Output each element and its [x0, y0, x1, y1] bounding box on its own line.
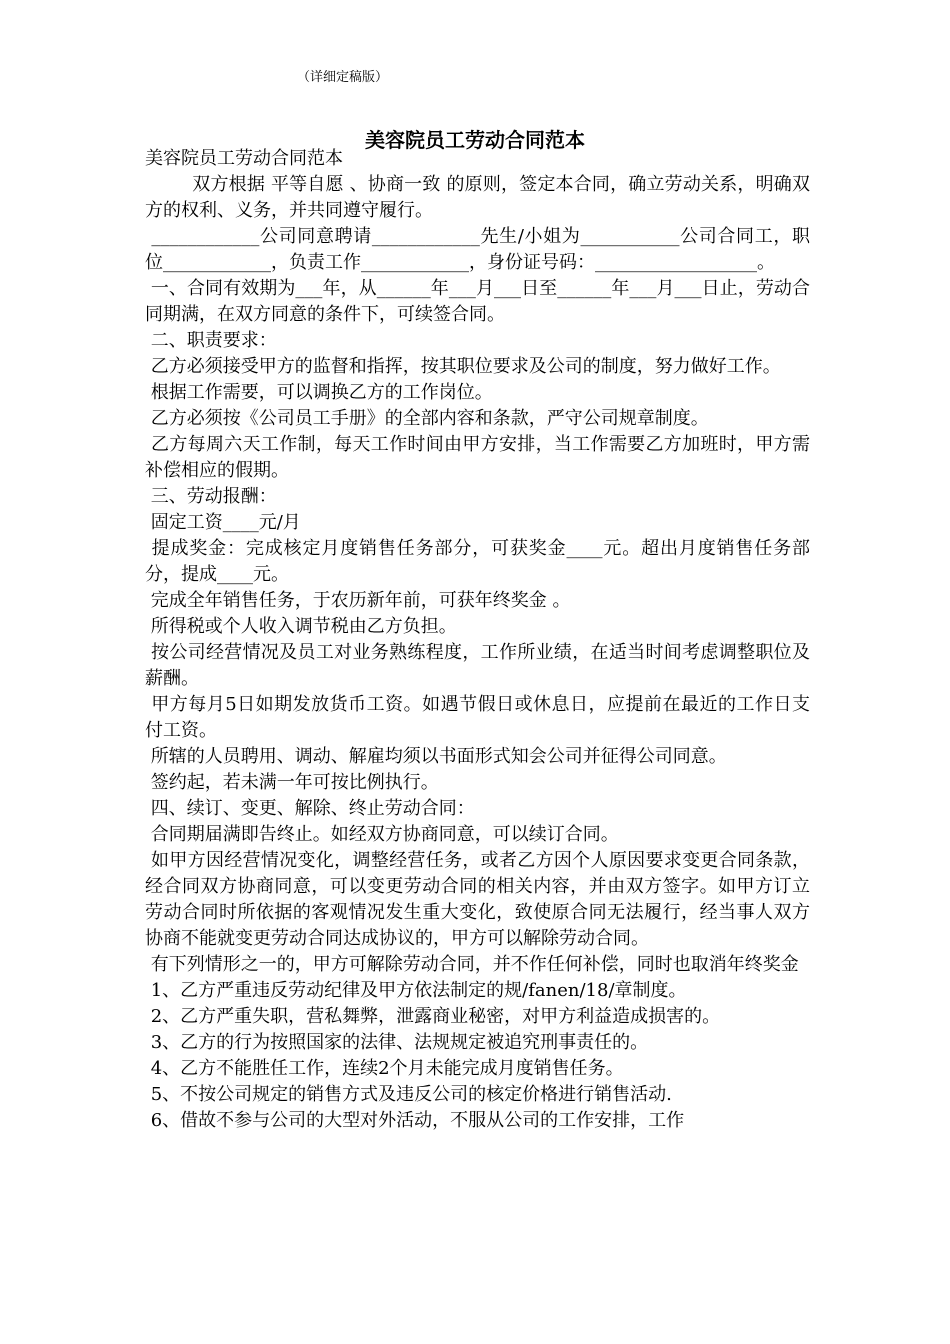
paragraph-hiring-blanks: ____________公司同意聘请____________先生/小姐为___________公司合同工，职位____________，负责工作____________，身份证号码：__________________。	[145, 226, 810, 273]
paragraph: 有下列情形之一的，甲方可解除劳动合同，并不作任何补偿，同时也取消年终奖金	[145, 954, 799, 975]
list-item: 4、乙方不能胜任工作，连续2个月未能完成月度销售任务。	[145, 1058, 624, 1079]
paragraph-intro: 双方根据 平等自愿 、协商一致 的原则，签定本合同，确立劳动关系，明确双方的权利、义务，并共同遵守履行。	[145, 174, 810, 221]
paragraph: 完成全年销售任务，于农历新年前，可获年终奖金 。	[145, 590, 571, 611]
paragraph: 乙方必须接受甲方的监督和指挥，按其职位要求及公司的制度，努力做好工作。	[145, 356, 781, 377]
paragraph: 所辖的人员聘用、调动、解雇均须以书面形式知会公司并征得公司同意。	[145, 746, 727, 767]
paragraph: 根据工作需要，可以调换乙方的工作岗位。	[145, 382, 493, 403]
paragraph-term: 一、合同有效期为___年，从______年___月___日至______年___月___日止，劳动合同期满，在双方同意的条件下，可续签合同。	[145, 278, 811, 325]
list-item: 1、乙方严重违反劳动纪律及甲方依法制定的规/fanen/18/章制度。	[145, 980, 687, 1001]
paragraph: 甲方每月5日如期发放货币工资。如遇节假日或休息日，应提前在最近的工作日支付工资。	[145, 694, 810, 741]
paragraph: 所得税或个人收入调节税由乙方负担。	[145, 616, 457, 637]
list-item: 3、乙方的行为按照国家的法律、法规规定被追究刑事责任的。	[145, 1032, 649, 1053]
paragraph: 提成奖金：完成核定月度销售任务部分，可获奖金____元。超出月度销售任务部分，提成____元。	[145, 538, 810, 585]
header-note: （详细定稿版）	[297, 70, 389, 85]
list-item: 2、乙方严重失职，营私舞弊，泄露商业秘密，对甲方利益造成损害的。	[145, 1006, 721, 1027]
list-item: 5、不按公司规定的销售方式及违反公司的核定价格进行销售活动.	[145, 1084, 672, 1105]
paragraph: 乙方每周六天工作制，每天工作时间由甲方安排，当工作需要乙方加班时，甲方需补偿相应的假期。	[145, 434, 810, 481]
paragraph: 乙方必须按《公司员工手册》的全部内容和条款，严守公司规章制度。	[145, 408, 709, 429]
document-title: 美容院员工劳动合同范本	[365, 128, 585, 152]
document-body	[145, 146, 810, 1134]
paragraph: 签约起，若未满一年可按比例执行。	[145, 772, 439, 793]
paragraph: 按公司经营情况及员工对业务熟练程度，工作所业绩，在适当时间考虑调整职位及薪酬。	[145, 642, 810, 689]
list-item: 6、借故不参与公司的大型对外活动，不服从公司的工作安排，工作	[145, 1110, 685, 1131]
paragraph: 固定工资____元/月	[145, 512, 301, 533]
section-heading-renewal: 四、续订、变更、解除、终止劳动合同：	[145, 798, 475, 819]
paragraph: 如甲方因经营情况变化，调整经营任务，或者乙方因个人原因要求变更合同条款，经合同双方协商同意，可以变更劳动合同的相关内容，并由双方签字。如甲方订立劳动合同时所依据的客观情况发生重大变化，致使原合同无法履行，经当事人双方协商不能就变更劳动合同达成协议的，甲方可以解除劳动合同。	[145, 850, 810, 949]
section-heading-duties: 二、职责要求：	[145, 330, 277, 351]
paragraph-subtitle: 美容院员工劳动合同范本	[145, 148, 343, 169]
section-heading-pay: 三、劳动报酬：	[145, 486, 277, 507]
paragraph: 合同期届满即告终止。如经双方协商同意，可以续订合同。	[145, 824, 619, 845]
